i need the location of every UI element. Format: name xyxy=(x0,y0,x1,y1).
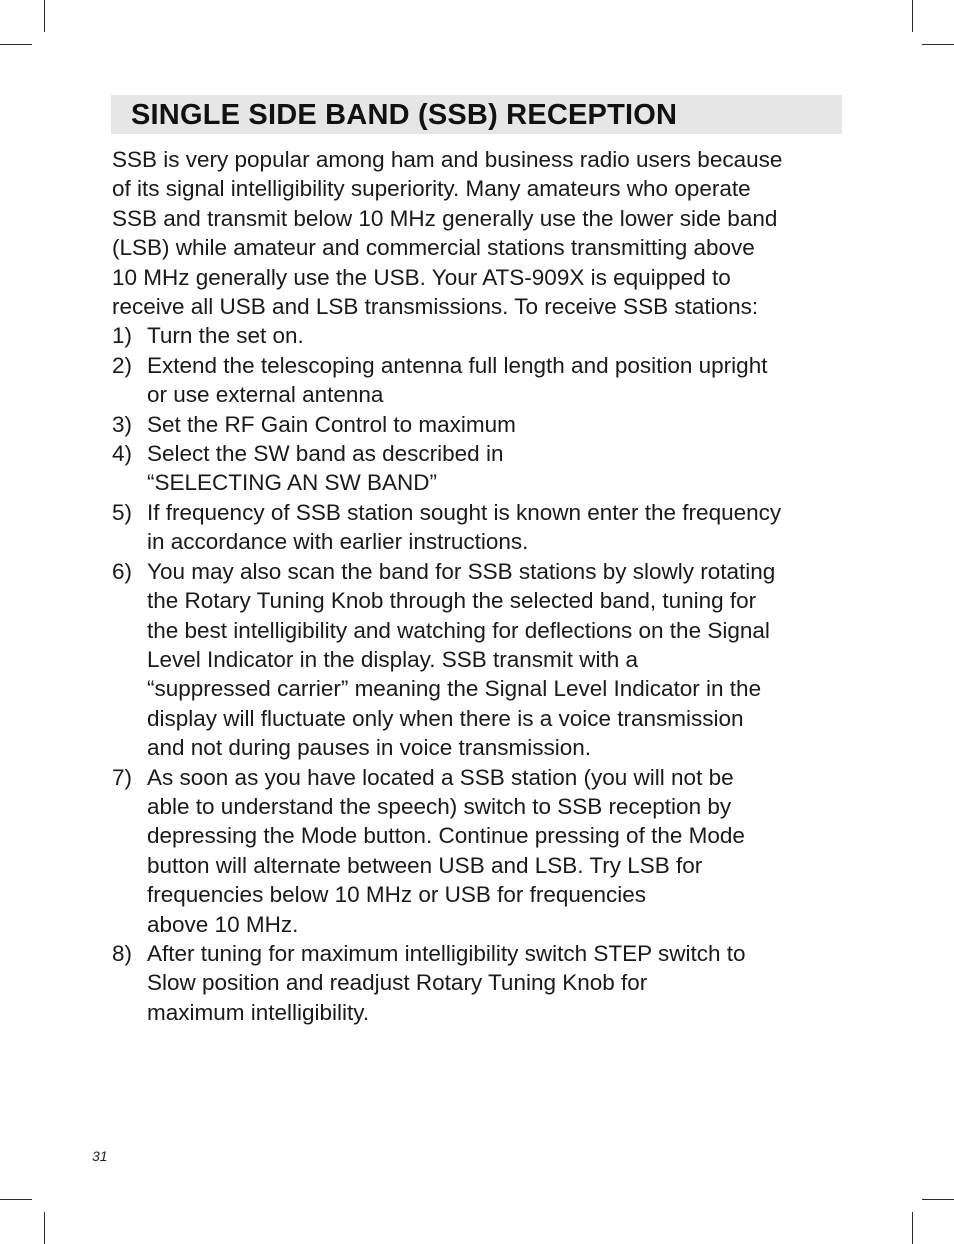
step-item xyxy=(112,410,852,439)
step-number: 1) xyxy=(112,323,133,349)
step-line: Select the SW band as described in xyxy=(147,441,504,467)
section-heading: SINGLE SIDE BAND (SSB) RECEPTION xyxy=(131,99,678,131)
crop-mark-bottom-right-horizontal xyxy=(922,1199,954,1200)
step-number: 6) xyxy=(112,558,133,584)
step-line: the Rotary Tuning Knob through the selected band, tuning for xyxy=(147,588,757,614)
step-item xyxy=(112,939,852,1027)
step-line: frequencies below 10 MHz or USB for frequencies xyxy=(147,882,646,908)
step-line: and not during pauses in voice transmission. xyxy=(147,735,592,761)
step-line: “SELECTING AN SW BAND” xyxy=(147,470,438,496)
crop-mark-top-left-horizontal xyxy=(0,44,32,45)
intro-line: (LSB) while amateur and commercial stations transmitting above xyxy=(112,235,755,261)
intro-line: of its signal intelligibility superiority. Many amateurs who operate xyxy=(112,176,751,202)
step-line: If frequency of SSB station sought is known enter the frequency xyxy=(147,499,782,525)
intro-line: SSB and transmit below 10 MHz generally use the lower side band xyxy=(112,205,778,231)
step-line: display will fluctuate only when there is a voice transmission xyxy=(147,705,744,731)
step-number: 3) xyxy=(112,411,133,437)
crop-mark-top-right-vertical xyxy=(912,0,913,32)
step-line: Set the RF Gain Control to maximum xyxy=(147,411,516,437)
intro-line: 10 MHz generally use the USB. Your ATS-909X is equipped to xyxy=(112,264,731,290)
step-line: Extend the telescoping antenna full length and position upright xyxy=(147,352,768,378)
step-line: “suppressed carrier” meaning the Signal Level Indicator in the xyxy=(147,676,762,702)
intro-paragraph xyxy=(112,145,852,321)
step-number: 2) xyxy=(112,352,133,378)
step-line: above 10 MHz. xyxy=(147,911,299,937)
crop-mark-bottom-left-vertical xyxy=(44,1212,45,1244)
step-line: the best intelligibility and watching for deflections on the Signal xyxy=(147,617,770,643)
body-text xyxy=(112,145,852,1027)
step-item xyxy=(112,557,852,763)
step-line: or use external antenna xyxy=(147,382,384,408)
crop-mark-top-right-horizontal xyxy=(922,44,954,45)
step-number: 4) xyxy=(112,441,133,467)
crop-mark-bottom-right-vertical xyxy=(912,1212,913,1244)
step-line: Level Indicator in the display. SSB transmit with a xyxy=(147,646,639,672)
step-number: 5) xyxy=(112,499,133,525)
step-line: maximum intelligibility. xyxy=(147,999,370,1025)
step-number: 7) xyxy=(112,764,133,790)
intro-line: SSB is very popular among ham and business radio users because xyxy=(112,147,783,172)
step-line: After tuning for maximum intelligibility switch STEP switch to xyxy=(147,940,746,966)
crop-mark-top-left-vertical xyxy=(44,0,45,32)
step-line: button will alternate between USB and LSB. Try LSB for xyxy=(147,852,703,878)
steps-list xyxy=(112,321,852,1027)
step-line: You may also scan the band for SSB stations by slowly rotating xyxy=(147,558,776,584)
step-item xyxy=(112,763,852,939)
intro-line: receive all USB and LSB transmissions. To receive SSB stations: xyxy=(112,294,759,320)
step-item xyxy=(112,439,852,498)
step-line: in accordance with earlier instructions. xyxy=(147,529,529,555)
step-line: Turn the set on. xyxy=(147,323,304,349)
step-line: As soon as you have located a SSB station (you will not be xyxy=(147,764,734,790)
page-number: 31 xyxy=(92,1148,108,1164)
crop-mark-bottom-left-horizontal xyxy=(0,1199,32,1200)
step-number: 8) xyxy=(112,940,133,966)
step-item xyxy=(112,498,852,557)
section-heading-bar xyxy=(111,95,842,134)
step-item xyxy=(112,351,852,410)
step-line: Slow position and readjust Rotary Tuning Knob for xyxy=(147,970,648,996)
step-line: depressing the Mode button. Continue pressing of the Mode xyxy=(147,823,745,849)
step-line: able to understand the speech) switch to SSB reception by xyxy=(147,793,732,819)
step-item xyxy=(112,321,852,350)
